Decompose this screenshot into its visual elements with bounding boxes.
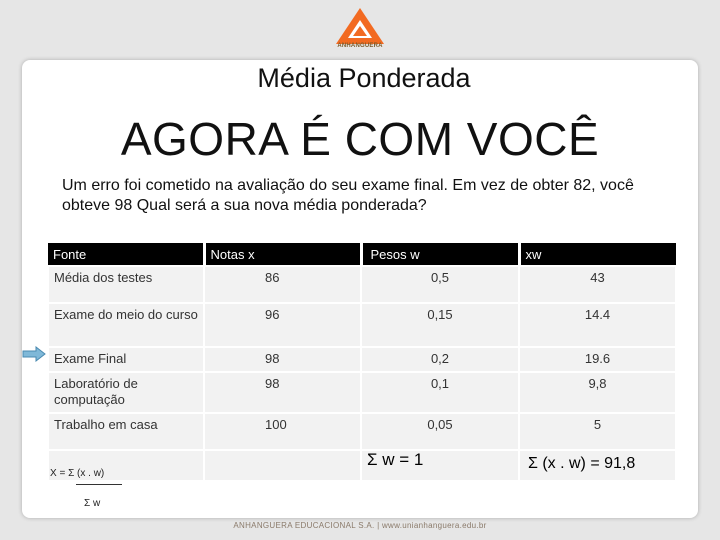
- cell-peso: 0,15: [361, 303, 519, 347]
- cell-xw: 14.4: [519, 303, 676, 347]
- cell-peso: 0,05: [361, 413, 519, 450]
- table-row: [48, 372, 676, 413]
- cell-nota: 98: [204, 372, 361, 413]
- header-pesos: Pesos w: [361, 243, 519, 266]
- sum-products: Σ (x . w) = 91,8: [519, 450, 676, 481]
- cell-fonte: Exame Final: [48, 347, 204, 372]
- cell-xw: 19.6: [519, 347, 676, 372]
- cell-nota: 86: [204, 266, 361, 303]
- formula-denominator: Σ w: [84, 498, 101, 509]
- cell-fonte: Média dos testes: [48, 266, 204, 303]
- arrow-right-icon: [22, 346, 46, 362]
- slide-subtitle: Média Ponderada: [257, 63, 471, 93]
- cell-fonte: Laboratório de computação: [48, 372, 204, 413]
- header-notas: Notas x: [204, 243, 361, 266]
- table-row: [48, 266, 676, 303]
- header-fonte: Fonte: [48, 243, 204, 266]
- table-sum-row: [48, 450, 676, 481]
- cell-xw: 43: [519, 266, 676, 303]
- header-xw: xw: [519, 243, 676, 266]
- formula-numerator: X = Σ (x . w): [50, 468, 105, 479]
- table-row: [48, 347, 676, 372]
- cell-xw: 9,8: [519, 372, 676, 413]
- cell-empty: [204, 450, 361, 481]
- cell-fonte: Trabalho em casa: [48, 413, 204, 450]
- cell-fonte: Exame do meio do curso: [48, 303, 204, 347]
- cell-nota: 100: [204, 413, 361, 450]
- cell-nota: 98: [204, 347, 361, 372]
- cell-nota: 96: [204, 303, 361, 347]
- question-text: Um erro foi cometido na avaliação do seu exame final. Em vez de obter 82, você obteve 98 Qual será a sua nova média ponderada?: [62, 177, 634, 214]
- table-row: [48, 303, 676, 347]
- cell-peso: 0,5: [361, 266, 519, 303]
- table-row: [48, 413, 676, 450]
- cell-peso: 0,2: [361, 347, 519, 372]
- logo-text: ANHANGUERA: [337, 43, 383, 49]
- cell-xw: 5: [519, 413, 676, 450]
- cell-peso: 0,1: [361, 372, 519, 413]
- footer-text: ANHANGUERA EDUCACIONAL S.A. | www.unianhanguera.edu.br: [233, 521, 487, 530]
- table-header-row: [48, 243, 676, 266]
- sum-weights: Σ w = 1: [361, 450, 519, 481]
- slide-title: AGORA É COM VOCÊ: [120, 113, 600, 165]
- grades-table: [47, 243, 677, 482]
- fraction-bar: [76, 484, 122, 485]
